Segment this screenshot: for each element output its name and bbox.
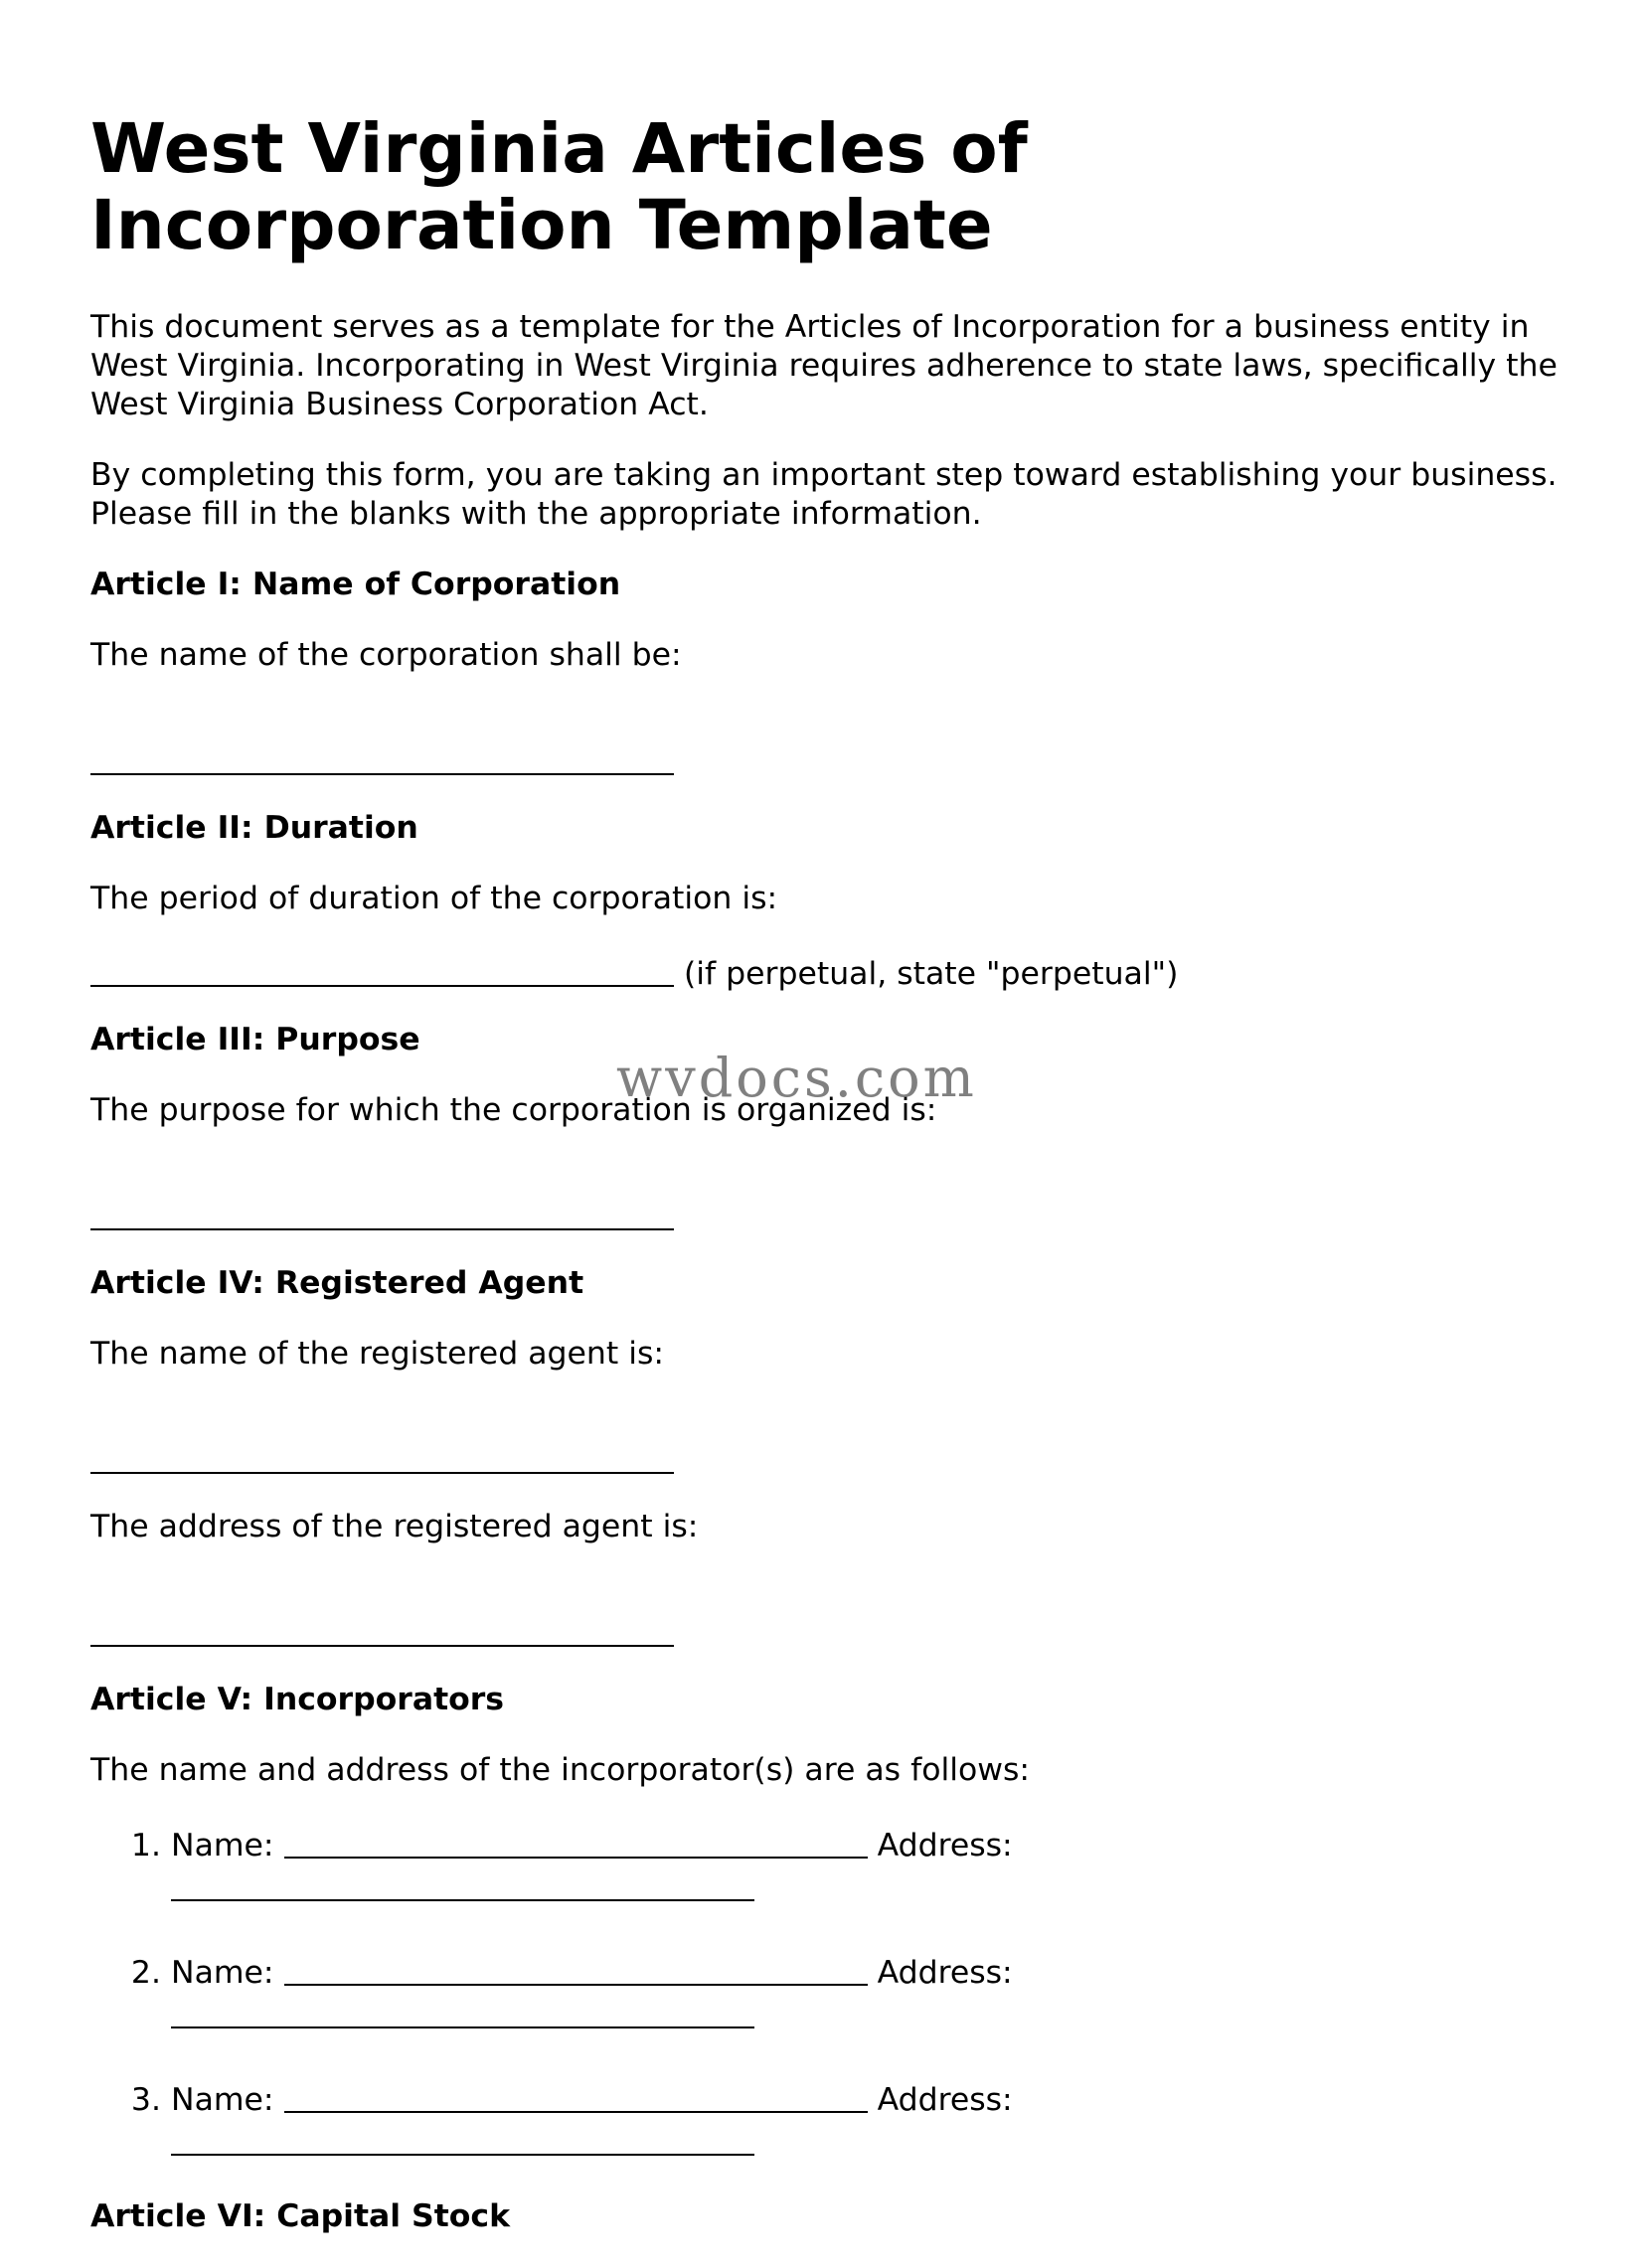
document-page bbox=[90, 111, 1562, 2268]
intro-paragraph-1: This document serves as a template for the Articles of Incorporation for a business entity in West Virginia. Incorporating in West Virginia requires adherence to state laws, specifically the West Virginia Business Corporation Act. bbox=[90, 309, 1558, 422]
incorporator-address-blank[interactable] bbox=[171, 2120, 754, 2156]
incorporator-address-label: Address: bbox=[877, 1828, 1013, 1863]
article-6-heading: Article VI: Capital Stock bbox=[90, 2198, 511, 2234]
agent-name-blank[interactable] bbox=[90, 1440, 674, 1474]
duration-blank[interactable] bbox=[90, 953, 674, 987]
article-3-text: The purpose for which the corporation is organized is: bbox=[90, 1092, 937, 1128]
list-item bbox=[171, 2076, 1562, 2166]
incorporator-name-blank[interactable] bbox=[284, 1825, 868, 1859]
corporation-name-line bbox=[90, 738, 1562, 777]
incorporator-address-label: Address: bbox=[877, 2082, 1013, 2118]
incorporator-name-label: Name: bbox=[171, 1828, 274, 1863]
intro-paragraph-2: By completing this form, you are taking an important step toward establishing your business. Please fill in the blanks with the appropriate information. bbox=[90, 457, 1558, 532]
incorporator-name-blank[interactable] bbox=[284, 2079, 868, 2113]
agent-address-line bbox=[90, 1610, 1562, 1649]
article-4-address-text: The address of the registered agent is: bbox=[90, 1509, 699, 1544]
article-4-heading: Article IV: Registered Agent bbox=[90, 1265, 584, 1301]
incorporator-address-blank[interactable] bbox=[171, 1865, 754, 1901]
duration-line bbox=[90, 950, 1562, 992]
agent-address-blank[interactable] bbox=[90, 1613, 674, 1647]
article-3-heading: Article III: Purpose bbox=[90, 1022, 420, 1057]
article-1-text: The name of the corporation shall be: bbox=[90, 637, 682, 673]
incorporator-address-blank[interactable] bbox=[171, 1993, 754, 2028]
incorporator-name-blank[interactable] bbox=[284, 1952, 868, 1986]
article-5-heading: Article V: Incorporators bbox=[90, 1682, 505, 1717]
agent-name-line bbox=[90, 1437, 1562, 1476]
list-item bbox=[171, 1822, 1562, 1911]
corporation-name-blank[interactable] bbox=[90, 741, 674, 775]
document-title: West Virginia Articles of Incorporation Template bbox=[90, 109, 1028, 265]
list-item bbox=[171, 1949, 1562, 2038]
article-4-name-text: The name of the registered agent is: bbox=[90, 1336, 664, 1372]
article-2-heading: Article II: Duration bbox=[90, 810, 418, 846]
incorporator-address-label: Address: bbox=[877, 1955, 1013, 1991]
article-2-text: The period of duration of the corporation is: bbox=[90, 881, 778, 916]
article-1-heading: Article I: Name of Corporation bbox=[90, 567, 621, 602]
purpose-blank[interactable] bbox=[90, 1197, 674, 1230]
watermark: wvdocs.com bbox=[616, 1047, 977, 1109]
incorporator-name-label: Name: bbox=[171, 1955, 274, 1991]
purpose-line bbox=[90, 1194, 1562, 1232]
incorporators-list bbox=[90, 1822, 1562, 2166]
incorporator-name-label: Name: bbox=[171, 2082, 274, 2118]
article-5-text: The name and address of the incorporator(s) are as follows: bbox=[90, 1752, 1031, 1788]
duration-note: (if perpetual, state "perpetual") bbox=[684, 956, 1179, 992]
